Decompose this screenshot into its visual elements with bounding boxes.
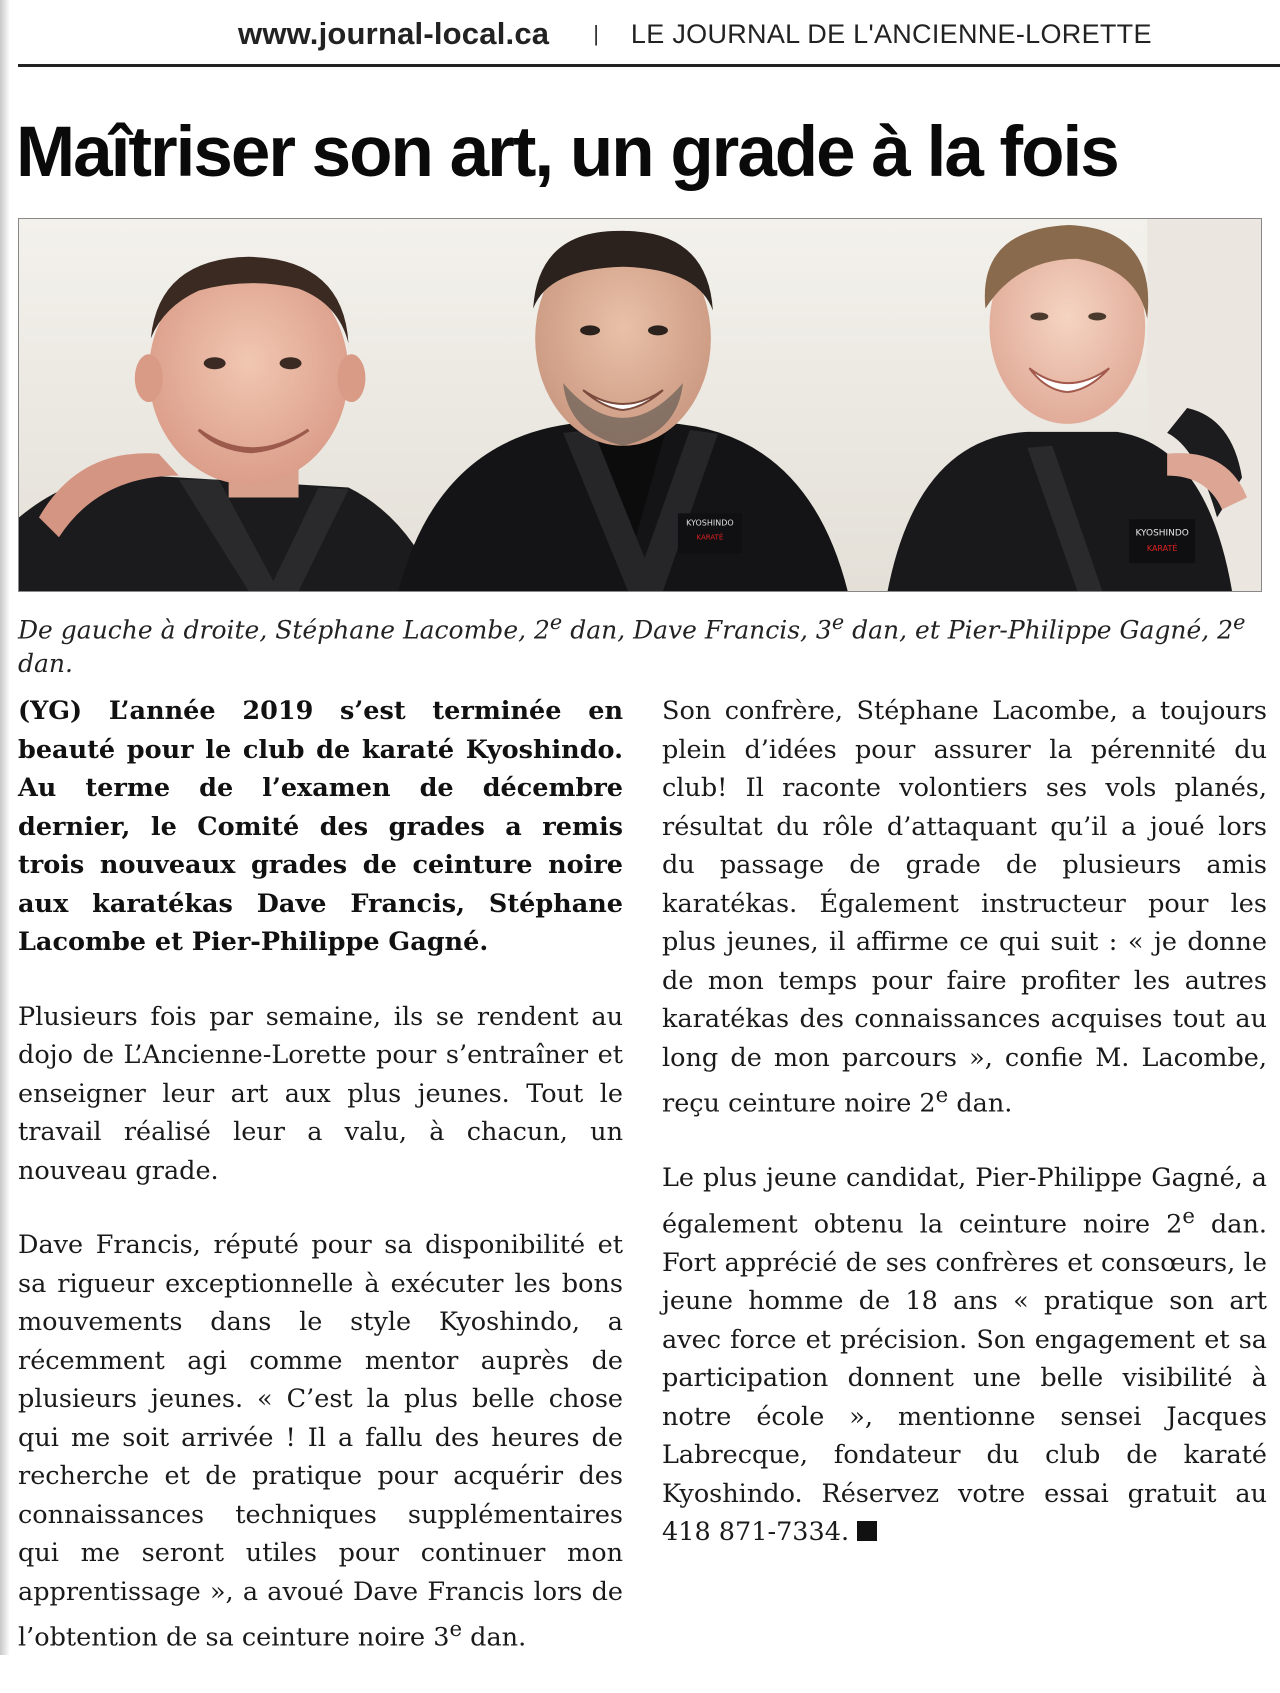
photo-caption <box>18 605 1268 681</box>
article-column-right <box>662 692 1267 1588</box>
paragraph-3-end: dan. <box>462 1622 527 1653</box>
masthead-separator: | <box>593 21 599 46</box>
paragraph-4-text: Son confrère, Stéphane Lacombe, a toujours plein d’idées pour assurer la pérennité du club! Il raconte volontiers ses vols planés, résultat du rôle d’attaquant qu’il a joué lors du passage de grade de plusieurs amis karatékas. Également instructeur pour les plus jeunes, il affirme ce qui suit : « je donne de mon temps pour faire profiter les autres karatékas des connaissances acquises tout au long de mon parcours », confie M. Lacombe, reçu ceinture noire 2 <box>662 696 1267 1119</box>
article-paragraph-3 <box>18 1226 623 1657</box>
paragraph-3-text: Dave Francis, réputé pour sa disponibilité et sa rigueur exceptionnelle à exécuter les bons mouvements dans le style Kyoshindo, a récemment agi comme mentor auprès de plusieurs jeunes. « C’est la plus belle chose qui me soit arrivée ! Il a fallu des heures de recherche et de pratique pour acquérir des connaissances techniques supplémentaires qui me seront utiles pour continuer mon apprentissage », a avoué Dave Francis lors de l’obtention de sa ceinture noire 3 <box>18 1230 623 1653</box>
paragraph-4-sup: e <box>935 1083 949 1108</box>
article-lede: (YG) L’année 2019 s’est terminée en beauté pour le club de karaté Kyoshindo. Au terme de l’examen de décembre dernier, le Comité des grades a remis trois nouveaux grades de ceinture noire aux karatékas Dave Francis, Stéphane Lacombe et Pier-Philippe Gagné. <box>18 696 623 957</box>
badge-subtext-right: KARATÉ <box>1146 544 1178 554</box>
badge-subtext-middle: KARATÉ <box>696 533 724 542</box>
caption-part-2: dan, Dave Francis, 3 <box>562 615 832 645</box>
caption-sup-2: e <box>831 610 845 634</box>
paragraph-5-end: dan. Fort apprécié de ses confrères et consœurs, le jeune homme de 18 ans « pratique son art avec force et précision. Son engagement et sa participation donnent une belle visibilité à notre école », mentionne sensei Jacques Labrecque, fondateur du club de karaté Kyoshindo. Réservez votre essai gratuit au 418 871-7334. <box>662 1209 1267 1547</box>
article-paragraph-2: Plusieurs fois par semaine, ils se rendent au dojo de L’Ancienne-Lorette pour s’entraîner et enseigner leur art aux plus jeunes. Tout le travail réalisé leur a valu, à chacun, un nouveau grade. <box>18 1001 623 1186</box>
caption-sup-3: e <box>1233 610 1246 634</box>
caption-part-3: dan, et Pier-Philippe Gagné, 2 <box>844 615 1234 645</box>
paragraph-4-end: dan. <box>948 1088 1013 1119</box>
page-edge-shadow <box>0 0 10 1655</box>
badge-text-middle: KYOSHINDO <box>686 518 734 528</box>
article-headline: Maîtriser son art, un grade à la fois <box>16 113 1118 192</box>
article-paragraph-5 <box>662 1159 1267 1552</box>
masthead-publication-name: LE JOURNAL DE L'ANCIENNE-LORETTE <box>630 18 1152 49</box>
caption-part-1: De gauche à droite, Stéphane Lacombe, 2 <box>18 615 550 645</box>
paragraph-5-sup: e <box>1182 1203 1195 1229</box>
masthead-site-url: www.journal-local.ca <box>238 16 550 51</box>
caption-sup-1: e <box>549 610 563 634</box>
paragraph-3-sup: e <box>449 1617 463 1642</box>
article-photo <box>18 218 1262 592</box>
article-paragraph-4 <box>662 692 1267 1123</box>
badge-text-right: KYOSHINDO <box>1135 528 1189 539</box>
article-end-mark <box>857 1521 877 1541</box>
masthead-rule <box>18 64 1280 67</box>
masthead <box>238 14 1280 54</box>
article-column-left <box>18 692 623 1693</box>
photo-three-karatekas <box>19 219 1261 591</box>
paragraph-5-text: Le plus jeune candidat, Pier-Philippe Gagné, a également obtenu la ceinture noire 2 <box>662 1163 1267 1239</box>
caption-part-4: dan. <box>18 649 73 679</box>
